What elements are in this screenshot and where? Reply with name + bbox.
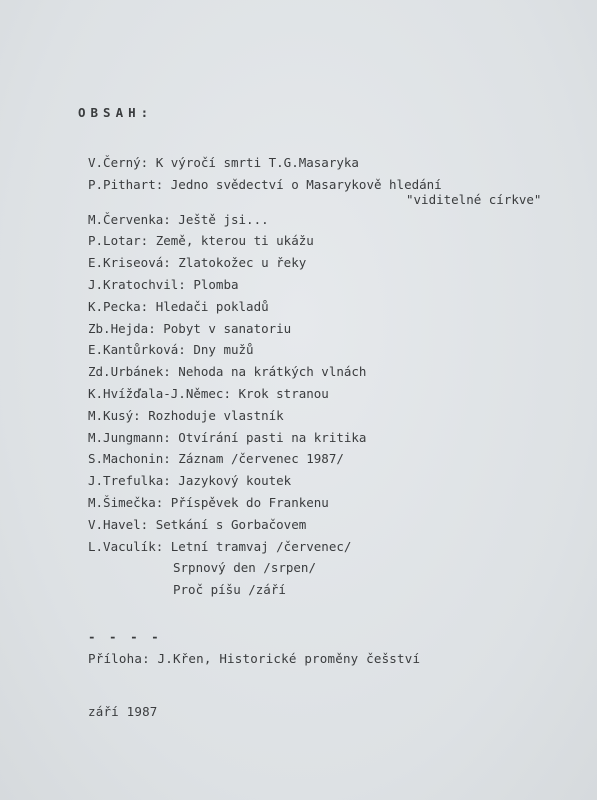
page-heading: OBSAH: — [78, 105, 154, 120]
toc-entry: P.Lotar: Země, kterou ti ukážu — [88, 233, 314, 249]
toc-entry: K.Hvížďala-J.Němec: Krok stranou — [88, 385, 329, 401]
table-of-contents — [88, 156, 588, 605]
toc-entry: Zd.Urbánek: Nehoda na krátkých vlnách — [88, 364, 367, 380]
toc-entry-continuation: Srpnový den /srpen/ — [173, 560, 316, 576]
toc-entry: M.Šimečka: Příspěvek do Frankenu — [88, 494, 329, 510]
toc-entry: V.Černý: K výročí smrti T.G.Masaryka — [88, 155, 359, 170]
toc-entry: P.Pithart: Jedno svědectví o Masarykově hledání — [88, 176, 442, 192]
toc-entry: M.Jungmann: Otvírání pasti na kritika — [88, 429, 367, 445]
document-date: září 1987 — [88, 704, 158, 719]
toc-entry-continuation: Proč píšu /září — [173, 582, 286, 598]
toc-entry: K.Pecka: Hledači pokladů — [88, 298, 269, 314]
toc-entry: L.Vaculík: Letní tramvaj /červenec/ — [88, 538, 352, 554]
toc-entry: E.Kriseová: Zlatokožec u řeky — [88, 255, 307, 271]
separator-dashes: - - - - — [88, 629, 162, 644]
toc-entry-continuation: "viditelné církve" — [406, 191, 542, 207]
toc-entry: M.Kusý: Rozhoduje vlastník — [88, 407, 284, 423]
toc-entry: S.Machonin: Záznam /červenec 1987/ — [88, 451, 344, 467]
toc-entry: J.Trefulka: Jazykový koutek — [88, 473, 292, 489]
toc-entry: J.Kratochvil: Plomba — [88, 276, 239, 292]
appendix-line: Příloha: J.Křen, Historické proměny češství — [88, 651, 421, 666]
toc-entry: M.Červenka: Ještě jsi... — [88, 211, 269, 227]
toc-entry: V.Havel: Setkání s Gorbačovem — [88, 516, 307, 532]
toc-entry: Zb.Hejda: Pobyt v sanatoriu — [88, 320, 292, 336]
toc-entry: E.Kantůrková: Dny mužů — [88, 342, 254, 358]
